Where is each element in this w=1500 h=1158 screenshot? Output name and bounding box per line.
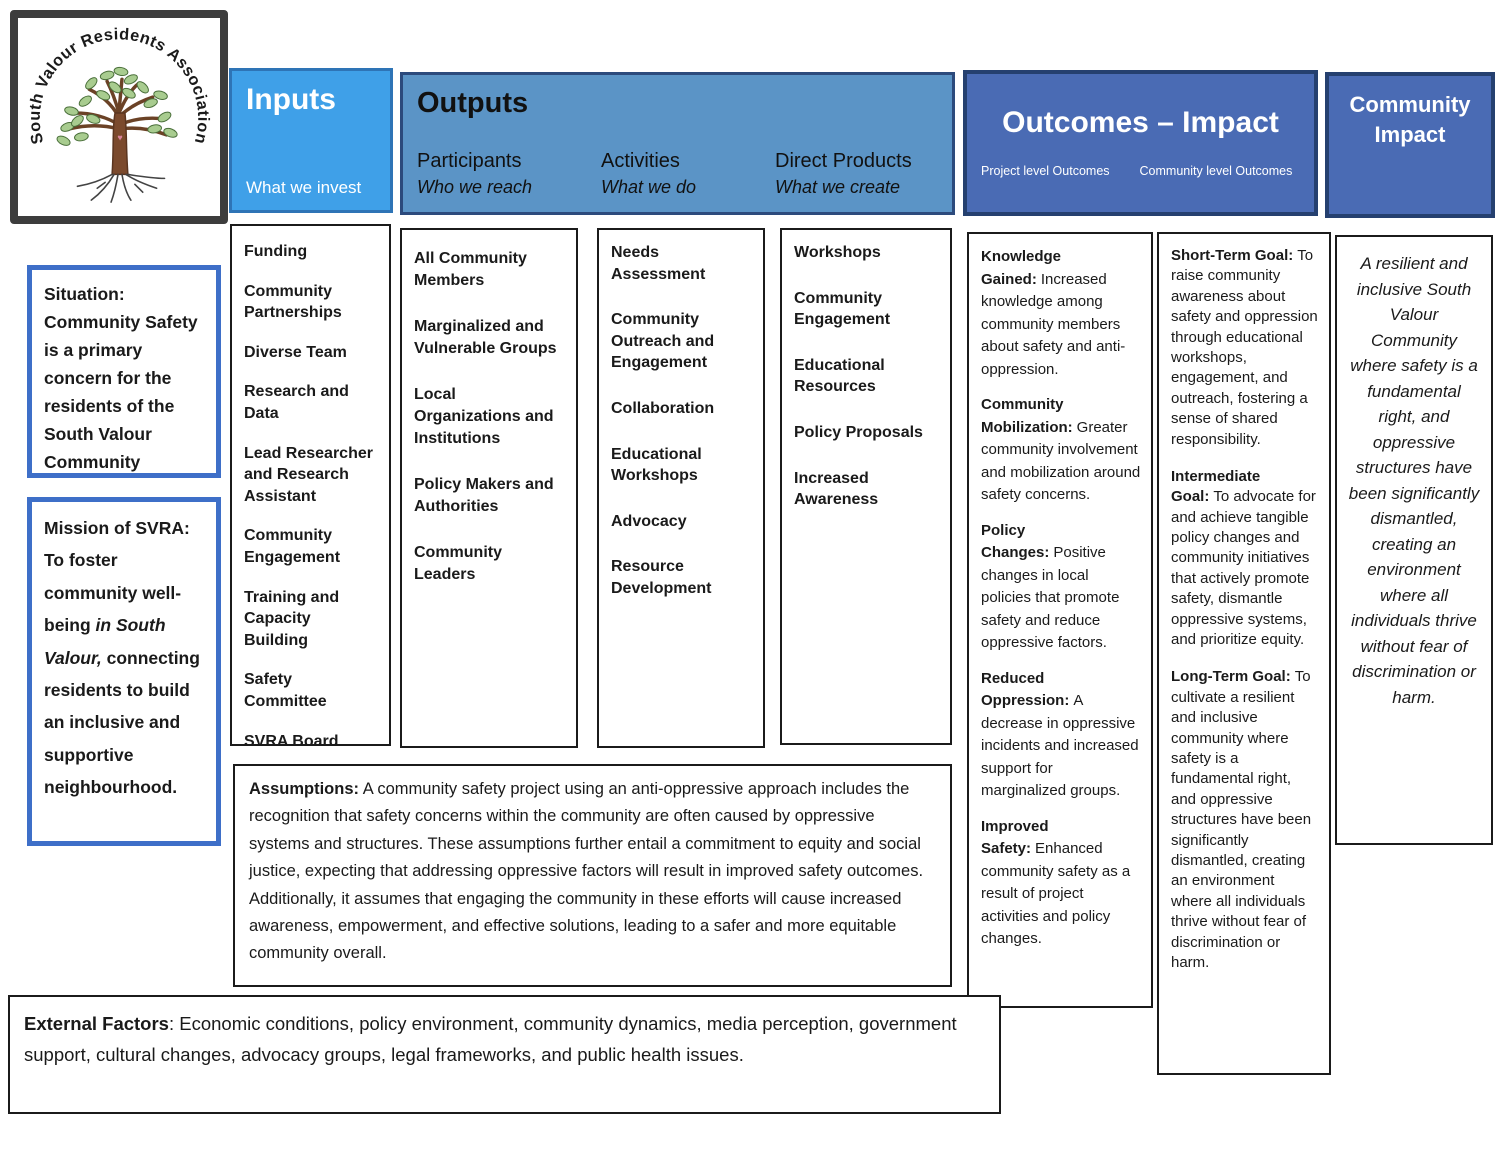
external-factors-box	[8, 995, 1001, 1114]
participants-list-box	[400, 228, 578, 748]
heart-mark: ♥	[117, 132, 123, 143]
list-item: Diverse Team	[244, 343, 347, 361]
participants-sublabel: Who we reach	[417, 177, 533, 197]
outcomes-title: Outcomes – Impact	[1002, 106, 1279, 139]
situation-text: Community Safety is a primary concern for the residents of the South Valour Community	[44, 312, 198, 472]
tree-trunk	[112, 113, 128, 174]
goal-lead: Long-Term Goal:	[1171, 668, 1291, 686]
mission-lead: Mission of SVRA:	[44, 518, 190, 538]
mission-text-post: connecting residents to build an inclusive and supportive neighbourhood.	[44, 647, 200, 797]
tree-illustration	[18, 18, 220, 216]
outcome-lead: Community Mobilization:	[981, 396, 1073, 436]
outcome-lead: Improved Safety:	[981, 817, 1049, 857]
assumptions-text: A community safety project using an anti-oppressive approach includes the recognition that safety concerns within the community are often caused by oppressive systems and structures. These assumptions further entail a commitment to equity and social justice, expecting that addressing oppressive factors will result in improved safety outcomes. Additionally, it assumes that engaging the community in these efforts will cause increased awareness, empowerment, and effective solutions, leading to a safer and more equitable community overall.	[249, 780, 924, 963]
list-item: Community Outreach and Engagement	[611, 311, 715, 372]
outputs-col-direct-products	[775, 150, 912, 198]
list-item: Training and Capacity Building	[244, 588, 340, 649]
inputs-title: Inputs	[246, 83, 336, 116]
participants-label: Participants	[417, 150, 522, 172]
outcome-paragraph	[981, 816, 1141, 951]
direct-products-sublabel: What we create	[775, 177, 901, 197]
situation-box	[27, 265, 221, 478]
goal-paragraph	[1171, 667, 1319, 973]
list-item: Workshops	[794, 244, 881, 261]
direct-products-list-box	[780, 228, 952, 745]
goal-paragraph	[1171, 246, 1319, 450]
list-item: Educational Workshops	[611, 445, 702, 485]
tree-roots	[77, 174, 164, 202]
logo-arc-text: South Valour Residents Association	[25, 25, 213, 146]
goal-paragraph	[1171, 467, 1319, 651]
outcome-lead: Reduced Oppression:	[981, 669, 1070, 709]
project-outcomes-box	[967, 232, 1153, 1008]
svra-logo	[10, 10, 228, 224]
outcome-text: Positive changes in local policies that promote safety and reduce oppressive factors.	[981, 544, 1120, 651]
outputs-title: Outputs	[417, 87, 529, 119]
list-item: Policy Proposals	[794, 423, 923, 441]
mission-text-italic: in South Valour,	[44, 615, 166, 668]
outcome-paragraph	[981, 394, 1141, 507]
outcome-paragraph	[981, 246, 1141, 381]
direct-products-label: Direct Products	[775, 150, 912, 172]
outcomes-impact-header	[963, 70, 1318, 216]
list-item: Local Organizations and Institutions	[414, 386, 554, 447]
activities-sublabel: What we do	[601, 177, 697, 197]
list-item: Resource Development	[611, 558, 712, 597]
list-item: Research and Data	[244, 383, 349, 422]
assumptions-box	[233, 764, 952, 987]
inputs-header	[229, 68, 393, 213]
activities-label: Activities	[601, 150, 680, 172]
outputs-col-participants	[417, 150, 532, 198]
outcome-text: Greater community involvement and mobilization around safety concerns.	[981, 418, 1141, 503]
outcome-lead: Policy Changes:	[981, 521, 1050, 561]
list-item: SVRA Board	[244, 732, 339, 750]
outcome-text: Enhanced community safety as a result of project activities and policy changes.	[981, 840, 1131, 947]
list-item: Increased Awareness	[794, 469, 879, 509]
list-item: Community Engagement	[244, 527, 341, 566]
list-item: All Community Members	[414, 250, 527, 289]
community-impact-header: Community Impact	[1325, 72, 1495, 218]
goal-text: To advocate for and achieve tangible policy changes and community initiatives that actively promote safety, dismantle oppressive systems, and prioritize equity.	[1171, 488, 1316, 649]
outcome-text: A decrease in oppressive incidents and increased support for marginalized groups.	[981, 692, 1139, 799]
goal-lead: Short-Term Goal:	[1171, 247, 1294, 264]
list-item: Policy Makers and Authorities	[414, 476, 554, 515]
outcome-paragraph	[981, 668, 1141, 803]
list-item: Community Engagement	[794, 289, 891, 329]
external-factors-text: : Economic conditions, policy environment, community dynamics, media perception, government support, cultural changes, advocacy groups, legal frameworks, and public health issues.	[24, 1013, 957, 1065]
community-impact-box: A resilient and inclusive South Valour Community where safety is a fundamental right, and oppressive structures have been significantly dismantled, creating an environment where all individuals thrive without fear of discrimination or harm.	[1335, 235, 1493, 845]
inputs-list-box	[230, 224, 391, 750]
external-factors-lead: External Factors	[24, 1013, 169, 1034]
goals-box	[1157, 232, 1331, 1075]
community-level-outcomes-label: Community level Outcomes	[1139, 164, 1293, 178]
goal-text: To raise community awareness about safety and oppression through educational workshops, engagement, and outreach, fostering a sense of shared responsibility.	[1171, 247, 1318, 448]
list-item: Educational Resources	[794, 356, 885, 396]
mission-text-pre: To foster community well-being	[44, 550, 182, 636]
goal-lead: Intermediate Goal:	[1171, 467, 1261, 506]
list-item: Community Leaders	[414, 544, 502, 583]
outputs-col-activities	[601, 150, 696, 198]
activities-list-box	[597, 228, 765, 748]
outcome-text: Increased knowledge among community members about safety and anti-oppression.	[981, 270, 1126, 378]
list-item: Safety Committee	[244, 671, 327, 710]
mission-box	[27, 497, 221, 846]
list-item: Lead Researcher and Research Assistant	[244, 444, 373, 505]
assumptions-lead: Assumptions:	[249, 780, 360, 798]
outputs-header	[400, 72, 955, 215]
list-item: Funding	[244, 243, 308, 260]
list-item: Community Partnerships	[244, 282, 342, 322]
outcome-paragraph	[981, 520, 1141, 655]
outcome-lead: Knowledge Gained:	[981, 248, 1062, 288]
goal-text: To cultivate a resilient and inclusive community where safety is a fundamental right, and oppressive structures have been significantly dismantled, creating an environment where all individuals thrive without fear of discrimination or harm.	[1171, 668, 1312, 971]
list-item: Needs Assessment	[611, 244, 706, 283]
inputs-subtitle: What we invest	[246, 178, 362, 197]
situation-lead: Situation:	[44, 284, 125, 304]
list-item: Collaboration	[611, 399, 715, 417]
project-level-outcomes-label: Project level Outcomes	[981, 164, 1110, 178]
list-item: Marginalized and Vulnerable Groups	[414, 318, 557, 357]
list-item: Advocacy	[611, 512, 687, 530]
